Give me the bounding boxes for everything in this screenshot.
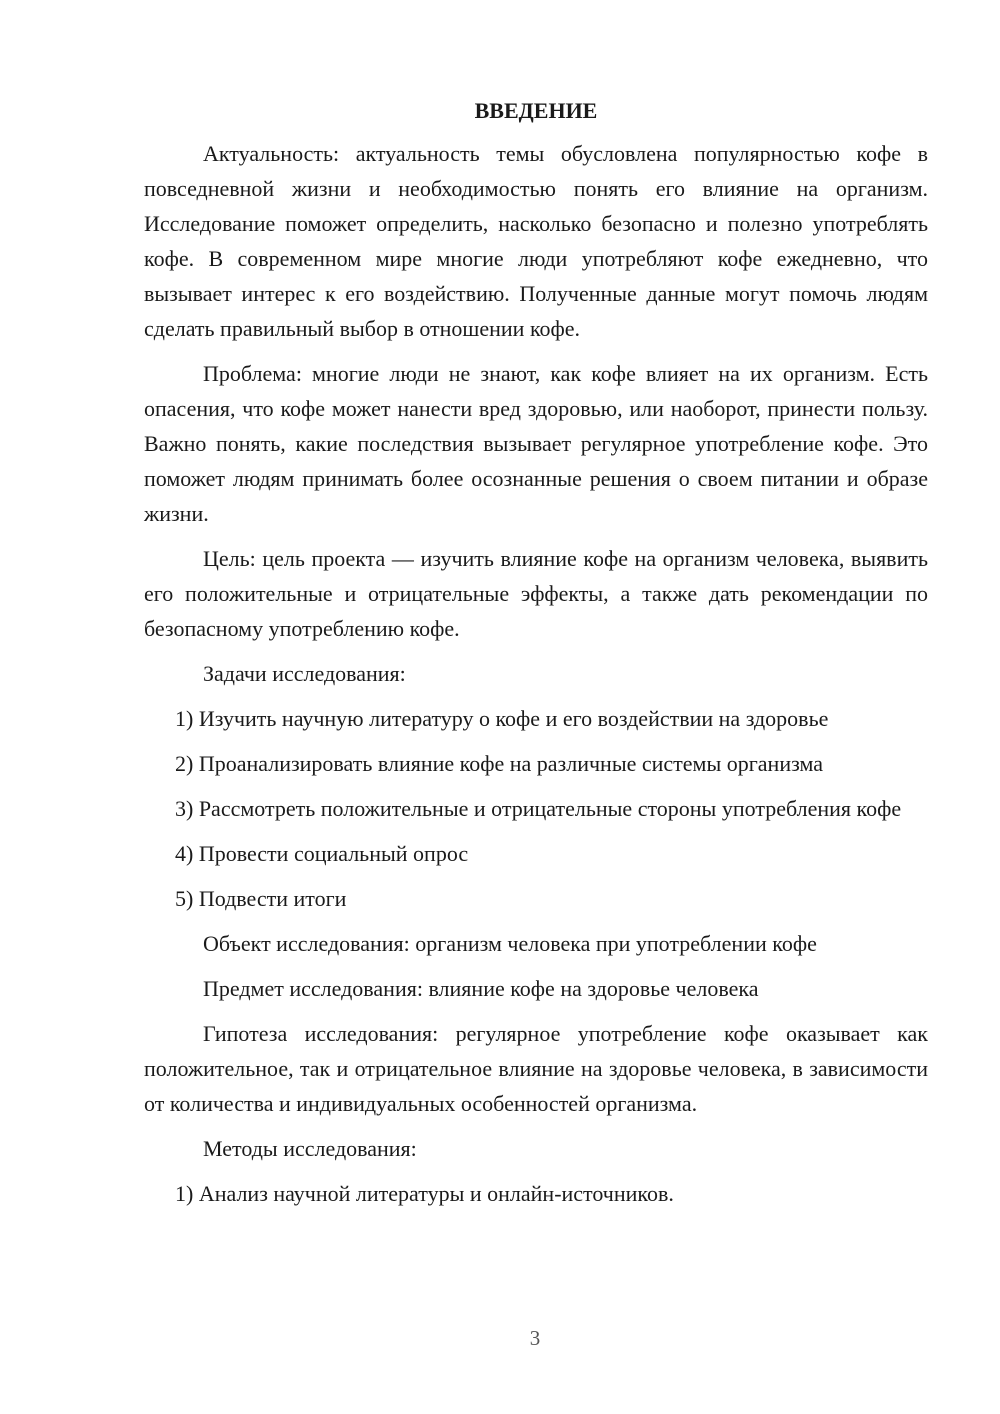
goal-paragraph: Цель: цель проекта — изучить влияние кофе на организм человека, выявить его положительные и отрицательные эффекты, а также дать рекомендации по безопасному употреблению кофе. — [144, 546, 928, 641]
object-paragraph: Объект исследования: организм человека при употреблении кофе — [203, 931, 817, 956]
page-title: ВВЕДЕНИЕ — [474, 98, 598, 123]
methods-title: Методы исследования: — [203, 1136, 417, 1161]
task-item: 2) Проанализировать влияние кофе на различные системы организма — [175, 751, 824, 776]
relevance-paragraph: Актуальность: актуальность темы обусловлена популярностью кофе в повседневной жизни и необходимостью понять его влияние на организм. Исследование поможет определить, насколько безопасно и полезно употреблять кофе. В современном мире многие люди употребляют кофе ежедневно, что вызывает интерес к его воздействию. Полученные данные могут помочь людям сделать правильный выбор в отношении кофе. — [144, 141, 928, 341]
task-item: 5) Подвести итоги — [175, 886, 347, 911]
task-item: 4) Провести социальный опрос — [175, 841, 469, 866]
document-page — [144, 96, 928, 1221]
method-item: 1) Анализ научной литературы и онлайн-источников. — [175, 1181, 674, 1206]
subject-paragraph: Предмет исследования: влияние кофе на здоровье человека — [203, 976, 759, 1001]
hypothesis-paragraph: Гипотеза исследования: регулярное употребление кофе оказывает как положительное, так и отрицательное влияние на здоровье человека, в зависимости от количества и индивидуальных особенностей организма. — [144, 1021, 928, 1116]
problem-paragraph: Проблема: многие люди не знают, как кофе влияет на их организм. Есть опасения, что кофе может нанести вред здоровью, или наоборот, принести пользу. Важно понять, какие последствия вызывает регулярное употребление кофе. Это поможет людям принимать более осознанные решения о своем питании и образе жизни. — [144, 361, 928, 526]
tasks-title: Задачи исследования: — [203, 661, 406, 686]
task-item: 1) Изучить научную литературу о кофе и его воздействии на здоровье — [175, 706, 829, 731]
task-item: 3) Рассмотреть положительные и отрицательные стороны употребления кофе — [175, 796, 902, 821]
page-number: 3 — [529, 1326, 541, 1350]
